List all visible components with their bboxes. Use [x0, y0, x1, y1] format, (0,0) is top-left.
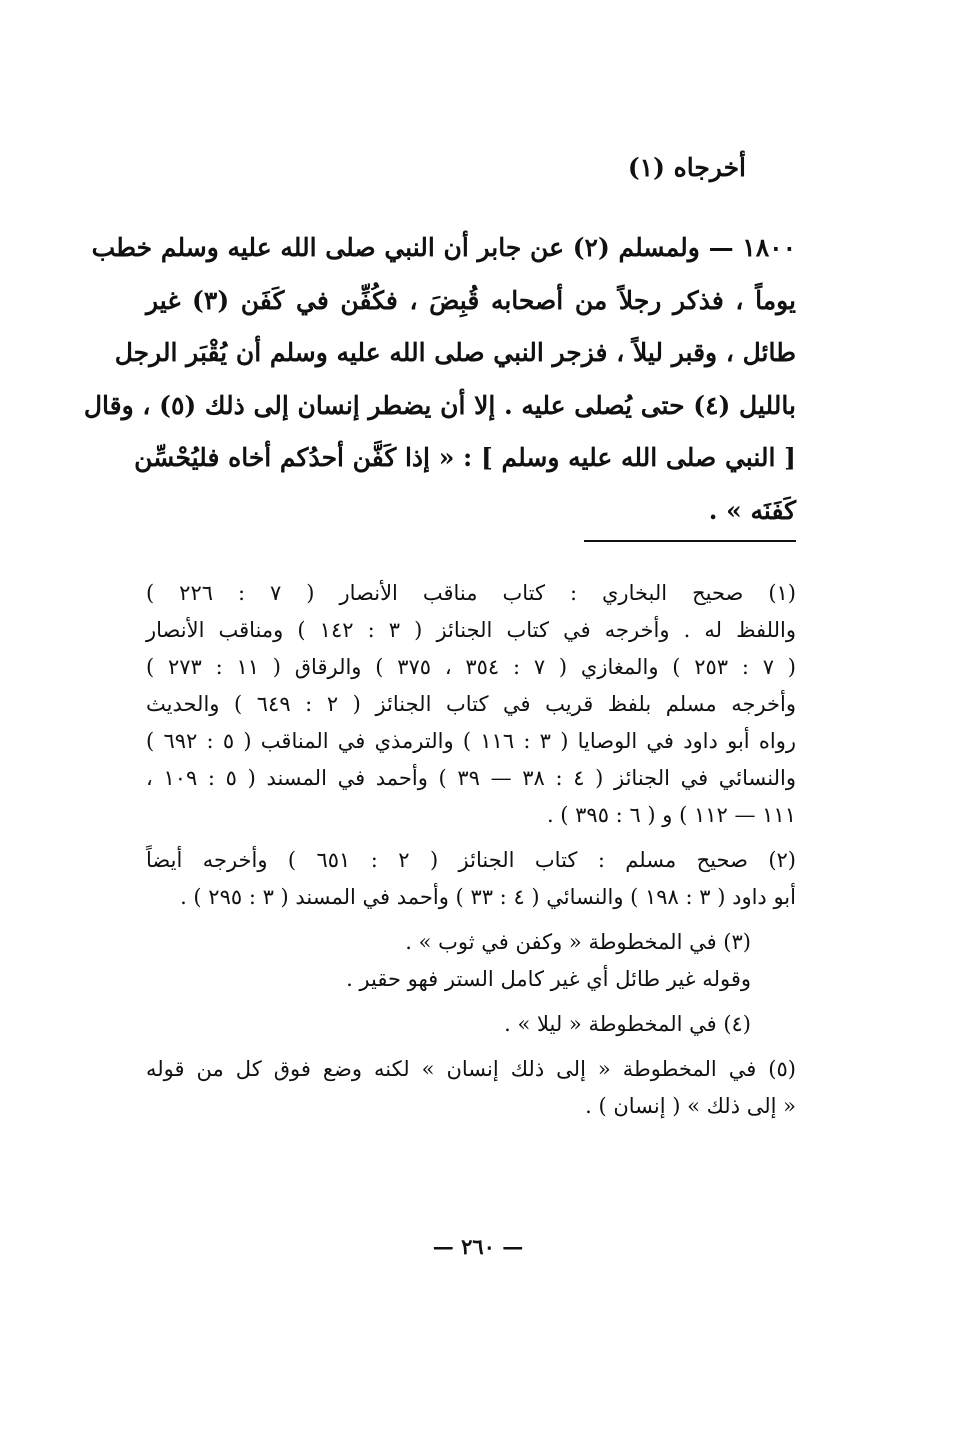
- footnote-line: (١) صحيح البخاري : كتاب مناقب الأنصار ( ٧ : ٢٢٦ ): [146, 581, 796, 605]
- footnote-line: والنسائي في الجنائز ( ٤ : ٣٨ — ٣٩ ) وأحمد في المسند ( ٥ : ١٠٩ ،: [146, 766, 796, 790]
- footnote-2: [146, 842, 796, 916]
- footnote-line: وقوله غير طائل أي غير كامل الستر فهو حقير .: [346, 967, 751, 991]
- footnote-4: [146, 1006, 796, 1043]
- footnote-divider: [584, 540, 796, 542]
- footnote-1: [146, 575, 796, 834]
- footnote-line: وأخرجه مسلم بلفظ قريب في كتاب الجنائز ( ٢ : ٦٤٩ ) والحديث: [146, 692, 796, 716]
- footnote-3: [146, 924, 796, 998]
- hadith-line: بالليل (٤) حتى يُصلى عليه . إلا أن يضطر إنسان إلى ذلك (٥) ، وقال: [83, 390, 796, 420]
- footnote-line: (٥) في المخطوطة « إلى ذلك إنسان » لكنه وضع فوق كل من قوله: [146, 1057, 796, 1081]
- hadith-line: [ النبي صلى الله عليه وسلم ] : « إذا كَفَّن أحدُكم أخاه فليُحْسِّن: [134, 443, 796, 472]
- footnote-spacer: [146, 1043, 796, 1051]
- footnote-line: « إلى ذلك » ( إنسان ) .: [585, 1094, 796, 1118]
- section-heading: أخرجاه (١): [627, 153, 746, 182]
- footnote-5: [146, 1051, 796, 1125]
- footnote-line: ١١١ — ١١٢ ) و ( ٦ : ٣٩٥ ) .: [546, 803, 796, 827]
- hadith-line: يوماً ، فذكر رجلاً من أصحابه قُبِضَ ، فكُفِّن في كَفَن (٣) غير: [146, 285, 796, 315]
- footnote-line: (٣) في المخطوطة « وكفن في ثوب » .: [405, 930, 751, 954]
- footnote-line: ( ٧ : ٢٥٣ ) والمغازي ( ٧ : ٣٥٤ ، ٣٧٥ ) والرقاق ( ١١ : ٢٧٣ ): [146, 655, 796, 679]
- hadith-text: [83, 222, 796, 537]
- footnote-spacer: [146, 834, 796, 842]
- footnote-spacer: [146, 998, 796, 1006]
- hadith-line: كَفَنَه » .: [708, 495, 796, 525]
- footnote-line: واللفظ له . وأخرجه في كتاب الجنائز ( ٣ : ١٤٢ ) ومناقب الأنصار: [146, 618, 796, 642]
- footnote-line: رواه أبو داود في الوصايا ( ٣ : ١١٦ ) والترمذي في المناقب ( ٥ : ٦٩٢ ): [146, 729, 796, 753]
- footnote-line: (٢) صحيح مسلم : كتاب الجنائز ( ٢ : ٦٥١ ) وأخرجه أيضاً: [146, 848, 796, 872]
- footnote-spacer: [146, 916, 796, 924]
- hadith-line: طائل ، وقبر ليلاً ، فزجر النبي صلى الله عليه وسلم أن يُقْبَر الرجل: [114, 338, 796, 367]
- footnotes: [146, 575, 796, 1125]
- hadith-line: ١٨٠٠ — ولمسلم (٢) عن جابر أن النبي صلى الله عليه وسلم خطب: [91, 233, 796, 262]
- page-number: — ٢٦٠ —: [432, 1234, 524, 1259]
- footnote-line: أبو داود ( ٣ : ١٩٨ ) والنسائي ( ٤ : ٣٣ ) وأحمد في المسند ( ٣ : ٢٩٥ ) .: [180, 885, 796, 909]
- footnote-line: (٤) في المخطوطة « ليلا » .: [504, 1012, 751, 1036]
